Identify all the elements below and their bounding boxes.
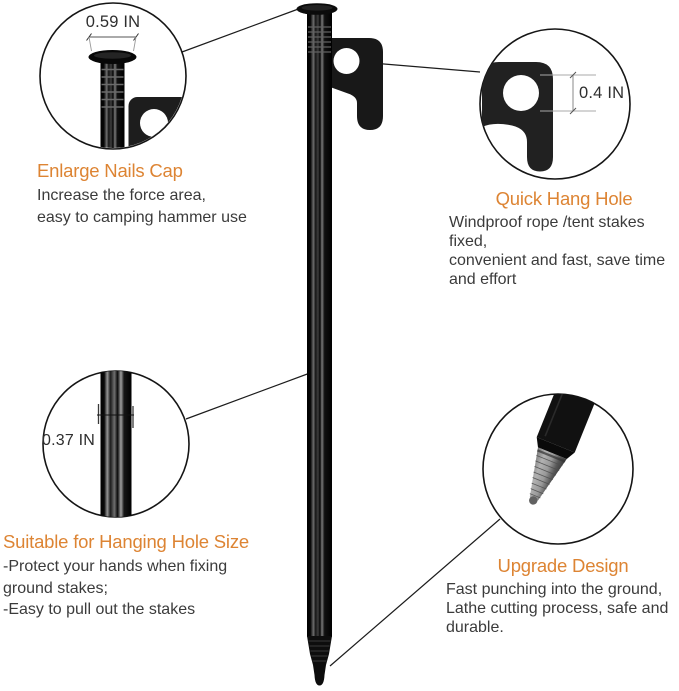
callout-body-tip <box>446 580 679 637</box>
callout-text-hang-hole <box>449 188 679 289</box>
callout-text-shaft <box>3 531 249 621</box>
callout-body-line: Increase the force area, <box>37 187 206 204</box>
callout-body-line: -Protect your hands when fixing <box>3 558 228 575</box>
stake-cap-sheen <box>302 5 333 11</box>
connector-line-shaft <box>186 373 310 419</box>
callout-heading-tip: Upgrade Design <box>497 555 629 576</box>
measurement-label-shaft: 0.37 IN <box>42 432 95 449</box>
callout-text-tip <box>446 555 679 637</box>
magnified-tab-hole <box>140 109 168 137</box>
callout-body-line: Windproof rope /tent stakes <box>449 214 645 231</box>
magnified-hang-hole <box>503 75 539 111</box>
measurement-label-hang-hole: 0.4 IN <box>579 84 625 102</box>
magnified-nail-neck <box>101 60 125 152</box>
connector-line-cap <box>182 10 297 53</box>
tent-stake-illustration <box>297 3 384 685</box>
magnified-nail-cap-sheen <box>94 52 131 58</box>
callout-body-cap <box>37 185 247 228</box>
callout-heading-cap: Enlarge Nails Cap <box>37 160 183 181</box>
magnified-shaft-bar <box>101 370 132 519</box>
callout-body-hang-hole <box>449 213 679 289</box>
zoom-circle-hang-hole <box>480 29 630 179</box>
callout-body-line: Fast punching into the ground, <box>446 581 663 598</box>
callout-text-cap <box>37 160 247 228</box>
stake-hang-hole <box>334 48 360 74</box>
callout-body-line: convenient and fast, save time <box>449 252 666 269</box>
callout-body-line: durable. <box>446 619 504 636</box>
measurement-label-cap: 0.59 IN <box>85 13 141 31</box>
callout-body-line: ground stakes; <box>3 579 108 597</box>
callout-body-line: -Easy to pull out the stakes <box>3 601 196 618</box>
callout-heading-shaft: Suitable for Hanging Hole Size <box>3 531 249 552</box>
callout-body-line: easy to camping hammer use <box>37 208 247 226</box>
callout-body-shaft <box>3 556 249 621</box>
callout-heading-hang-hole: Quick Hang Hole <box>495 188 633 209</box>
callout-body-line: and effort <box>449 271 517 288</box>
stake-shaft <box>307 12 332 637</box>
callout-body-line: fixed, <box>449 233 488 250</box>
callout-body-line: Lathe cutting process, safe and <box>446 600 669 617</box>
zoom-circle-tip <box>483 308 633 544</box>
